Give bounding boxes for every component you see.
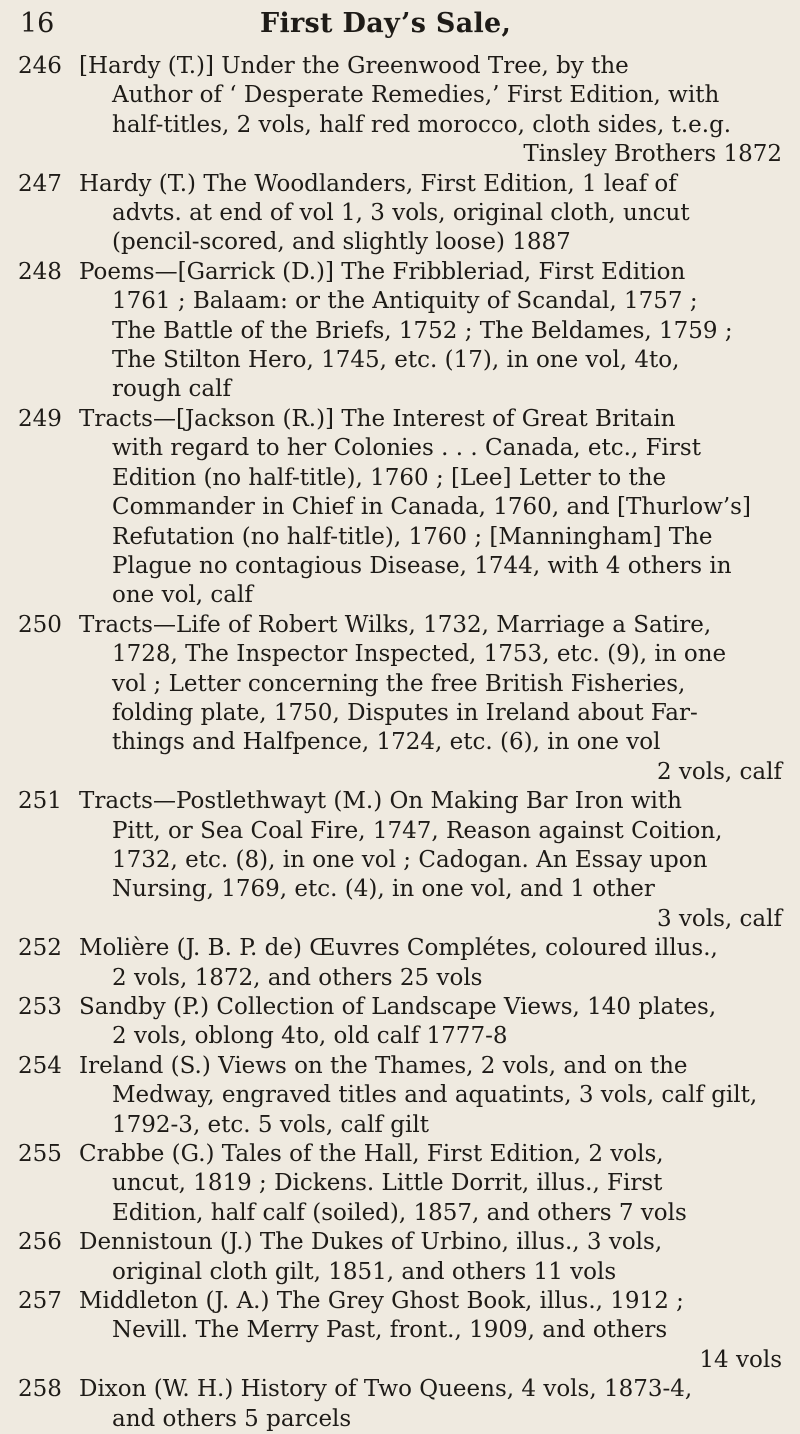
lot-entry — [0, 1287, 800, 1375]
lot-description — [79, 1140, 782, 1228]
lot-text-line: uncut, 1819 ; Dickens. Little Dorrit, illus., First — [112, 1170, 663, 1197]
lot-text-line: The Stilton Hero, 1745, etc. (17), in one vol, 4to, — [112, 347, 680, 374]
lot-number: 250 — [18, 611, 62, 638]
lot-text-line: Pitt, or Sea Coal Fire, 1747, Reason against Coition, — [112, 817, 723, 844]
lot-entry — [0, 1140, 800, 1228]
lot-text-line: Molière (J. B. P. de) Œuvres Complétes, coloured illus., — [79, 935, 718, 962]
lot-text-line: [Hardy (T.)] Under the Greenwood Tree, by the — [79, 53, 629, 79]
lot-entry — [0, 611, 800, 787]
lot-number: 246 — [18, 53, 62, 79]
lot-text-line: Edition, half calf (soiled), 1857, and others 7 vols — [112, 1199, 687, 1226]
lot-text-line: Plague no contagious Disease, 1744, with 4 others in — [112, 552, 732, 579]
lot-description — [79, 52, 782, 170]
lot-text-line: Medway, engraved titles and aquatints, 3 vols, calf gilt, — [112, 1082, 758, 1109]
lot-number: 252 — [18, 935, 62, 962]
lot-text-line: Ireland (S.) Views on the Thames, 2 vols, and on the — [79, 1052, 688, 1079]
lot-description — [79, 258, 782, 405]
lot-description — [79, 170, 782, 258]
lot-description — [79, 993, 782, 1052]
lot-text-line: Middleton (J. A.) The Grey Ghost Book, illus., 1912 ; — [79, 1288, 684, 1315]
lot-number: 247 — [18, 170, 62, 197]
lot-text-line: and others 5 parcels — [112, 1405, 352, 1432]
lot-text-line: 3 vols, calf — [656, 905, 782, 932]
lot-text-line: Hardy (T.) The Woodlanders, First Edition, 1 leaf of — [79, 170, 677, 197]
lot-list — [0, 52, 800, 1434]
lot-number: 257 — [18, 1288, 62, 1315]
lot-text-line: Nevill. The Merry Past, front., 1909, and others — [112, 1317, 668, 1344]
lot-entry — [0, 170, 800, 258]
lot-number: 253 — [18, 994, 62, 1020]
lot-text-line: things and Halfpence, 1724, etc. (6), in one vol — [112, 729, 661, 756]
lot-text-line: Edition (no half-title), 1760 ; [Lee] Letter to the — [112, 464, 667, 491]
lot-description — [79, 1375, 782, 1434]
lot-text-line: 1732, etc. (8), in one vol ; Cadogan. An Essay upon — [112, 846, 708, 873]
lot-number: 255 — [18, 1141, 62, 1168]
lot-entry — [0, 934, 800, 993]
lot-entry — [0, 787, 800, 934]
lot-text-line: Tinsley Brothers 1872 — [523, 141, 782, 168]
lot-text-line: 1792-3, etc. 5 vols, calf gilt — [112, 1111, 429, 1138]
lot-number: 248 — [18, 258, 62, 285]
lot-text-line: Crabbe (G.) Tales of the Hall, First Edition, 2 vols, — [79, 1141, 664, 1168]
lot-text-line: 2 vols, oblong 4to, old calf 1777-8 — [112, 1023, 508, 1050]
lot-text-line: 14 vols — [699, 1346, 782, 1373]
lot-description — [79, 611, 782, 787]
lot-description — [79, 1287, 782, 1375]
lot-text-line: (pencil-scored, and slightly loose) 1887 — [112, 229, 571, 256]
lot-text-line: original cloth gilt, 1851, and others 11 vols — [112, 1258, 617, 1285]
lot-text-line: 2 vols, 1872, and others 25 vols — [112, 964, 483, 991]
lot-text-line: Nursing, 1769, etc. (4), in one vol, and 1 other — [112, 876, 655, 903]
lot-entry — [0, 258, 800, 405]
page-header — [0, 8, 800, 48]
lot-entry — [0, 1375, 800, 1434]
lot-description — [79, 1052, 782, 1140]
lot-text-line: Author of ‘ Desperate Remedies,’ First Edition, with — [112, 82, 720, 109]
lot-text-line: advts. at end of vol 1, 3 vols, original cloth, uncut — [112, 200, 690, 227]
lot-number: 254 — [18, 1052, 62, 1079]
lot-entry — [0, 52, 800, 170]
lot-entry — [0, 1052, 800, 1140]
lot-text-line: with regard to her Colonies . . . Canada, etc., First — [112, 435, 701, 462]
lot-description — [79, 1228, 782, 1287]
lot-text-line: Dennistoun (J.) The Dukes of Urbino, illus., 3 vols, — [79, 1229, 663, 1256]
lot-text-line: Sandby (P.) Collection of Landscape Views, 140 plates, — [79, 994, 717, 1020]
lot-entry — [0, 405, 800, 611]
lot-text-line: Commander in Chief in Canada, 1760, and [Thurlow’s] — [112, 494, 751, 521]
lot-text-line: The Battle of the Briefs, 1752 ; The Beldames, 1759 ; — [112, 317, 733, 344]
lot-text-line: folding plate, 1750, Disputes in Ireland about Far- — [112, 699, 698, 726]
lot-text-line: one vol, calf — [112, 582, 253, 609]
lot-text-line: Poems—[Garrick (D.)] The Fribbleriad, First Edition — [79, 258, 686, 285]
lot-entry — [0, 1228, 800, 1287]
lot-text-line: Refutation (no half-title), 1760 ; [Manningham] The — [112, 523, 713, 550]
lot-text-line: rough calf — [112, 376, 231, 403]
lot-number: 249 — [18, 405, 62, 432]
lot-text-line: Tracts—[Jackson (R.)] The Interest of Great Britain — [79, 405, 676, 432]
lot-description — [79, 934, 782, 993]
lot-text-line: Tracts—Postlethwayt (M.) On Making Bar Iron with — [79, 788, 682, 815]
running-title: First Day’s Sale, — [260, 8, 512, 39]
page-number: 16 — [20, 8, 55, 39]
lot-text-line: half-titles, 2 vols, half red morocco, cloth sides, t.e.g. — [112, 111, 732, 138]
lot-entry — [0, 993, 800, 1052]
lot-text-line: Dixon (W. H.) History of Two Queens, 4 vols, 1873-4, — [79, 1376, 693, 1403]
lot-number: 256 — [18, 1229, 62, 1256]
lot-text-line: 2 vols, calf — [656, 758, 782, 785]
lot-number: 251 — [18, 788, 62, 815]
lot-text-line: Tracts—Life of Robert Wilks, 1732, Marriage a Satire, — [79, 611, 712, 638]
lot-text-line: 1728, The Inspector Inspected, 1753, etc. (9), in one — [112, 641, 727, 668]
lot-text-line: vol ; Letter concerning the free British Fisheries, — [112, 670, 686, 697]
lot-description — [79, 787, 782, 934]
lot-text-line: 1761 ; Balaam: or the Antiquity of Scandal, 1757 ; — [112, 288, 698, 315]
lot-description — [79, 405, 782, 611]
lot-number: 258 — [18, 1376, 62, 1403]
